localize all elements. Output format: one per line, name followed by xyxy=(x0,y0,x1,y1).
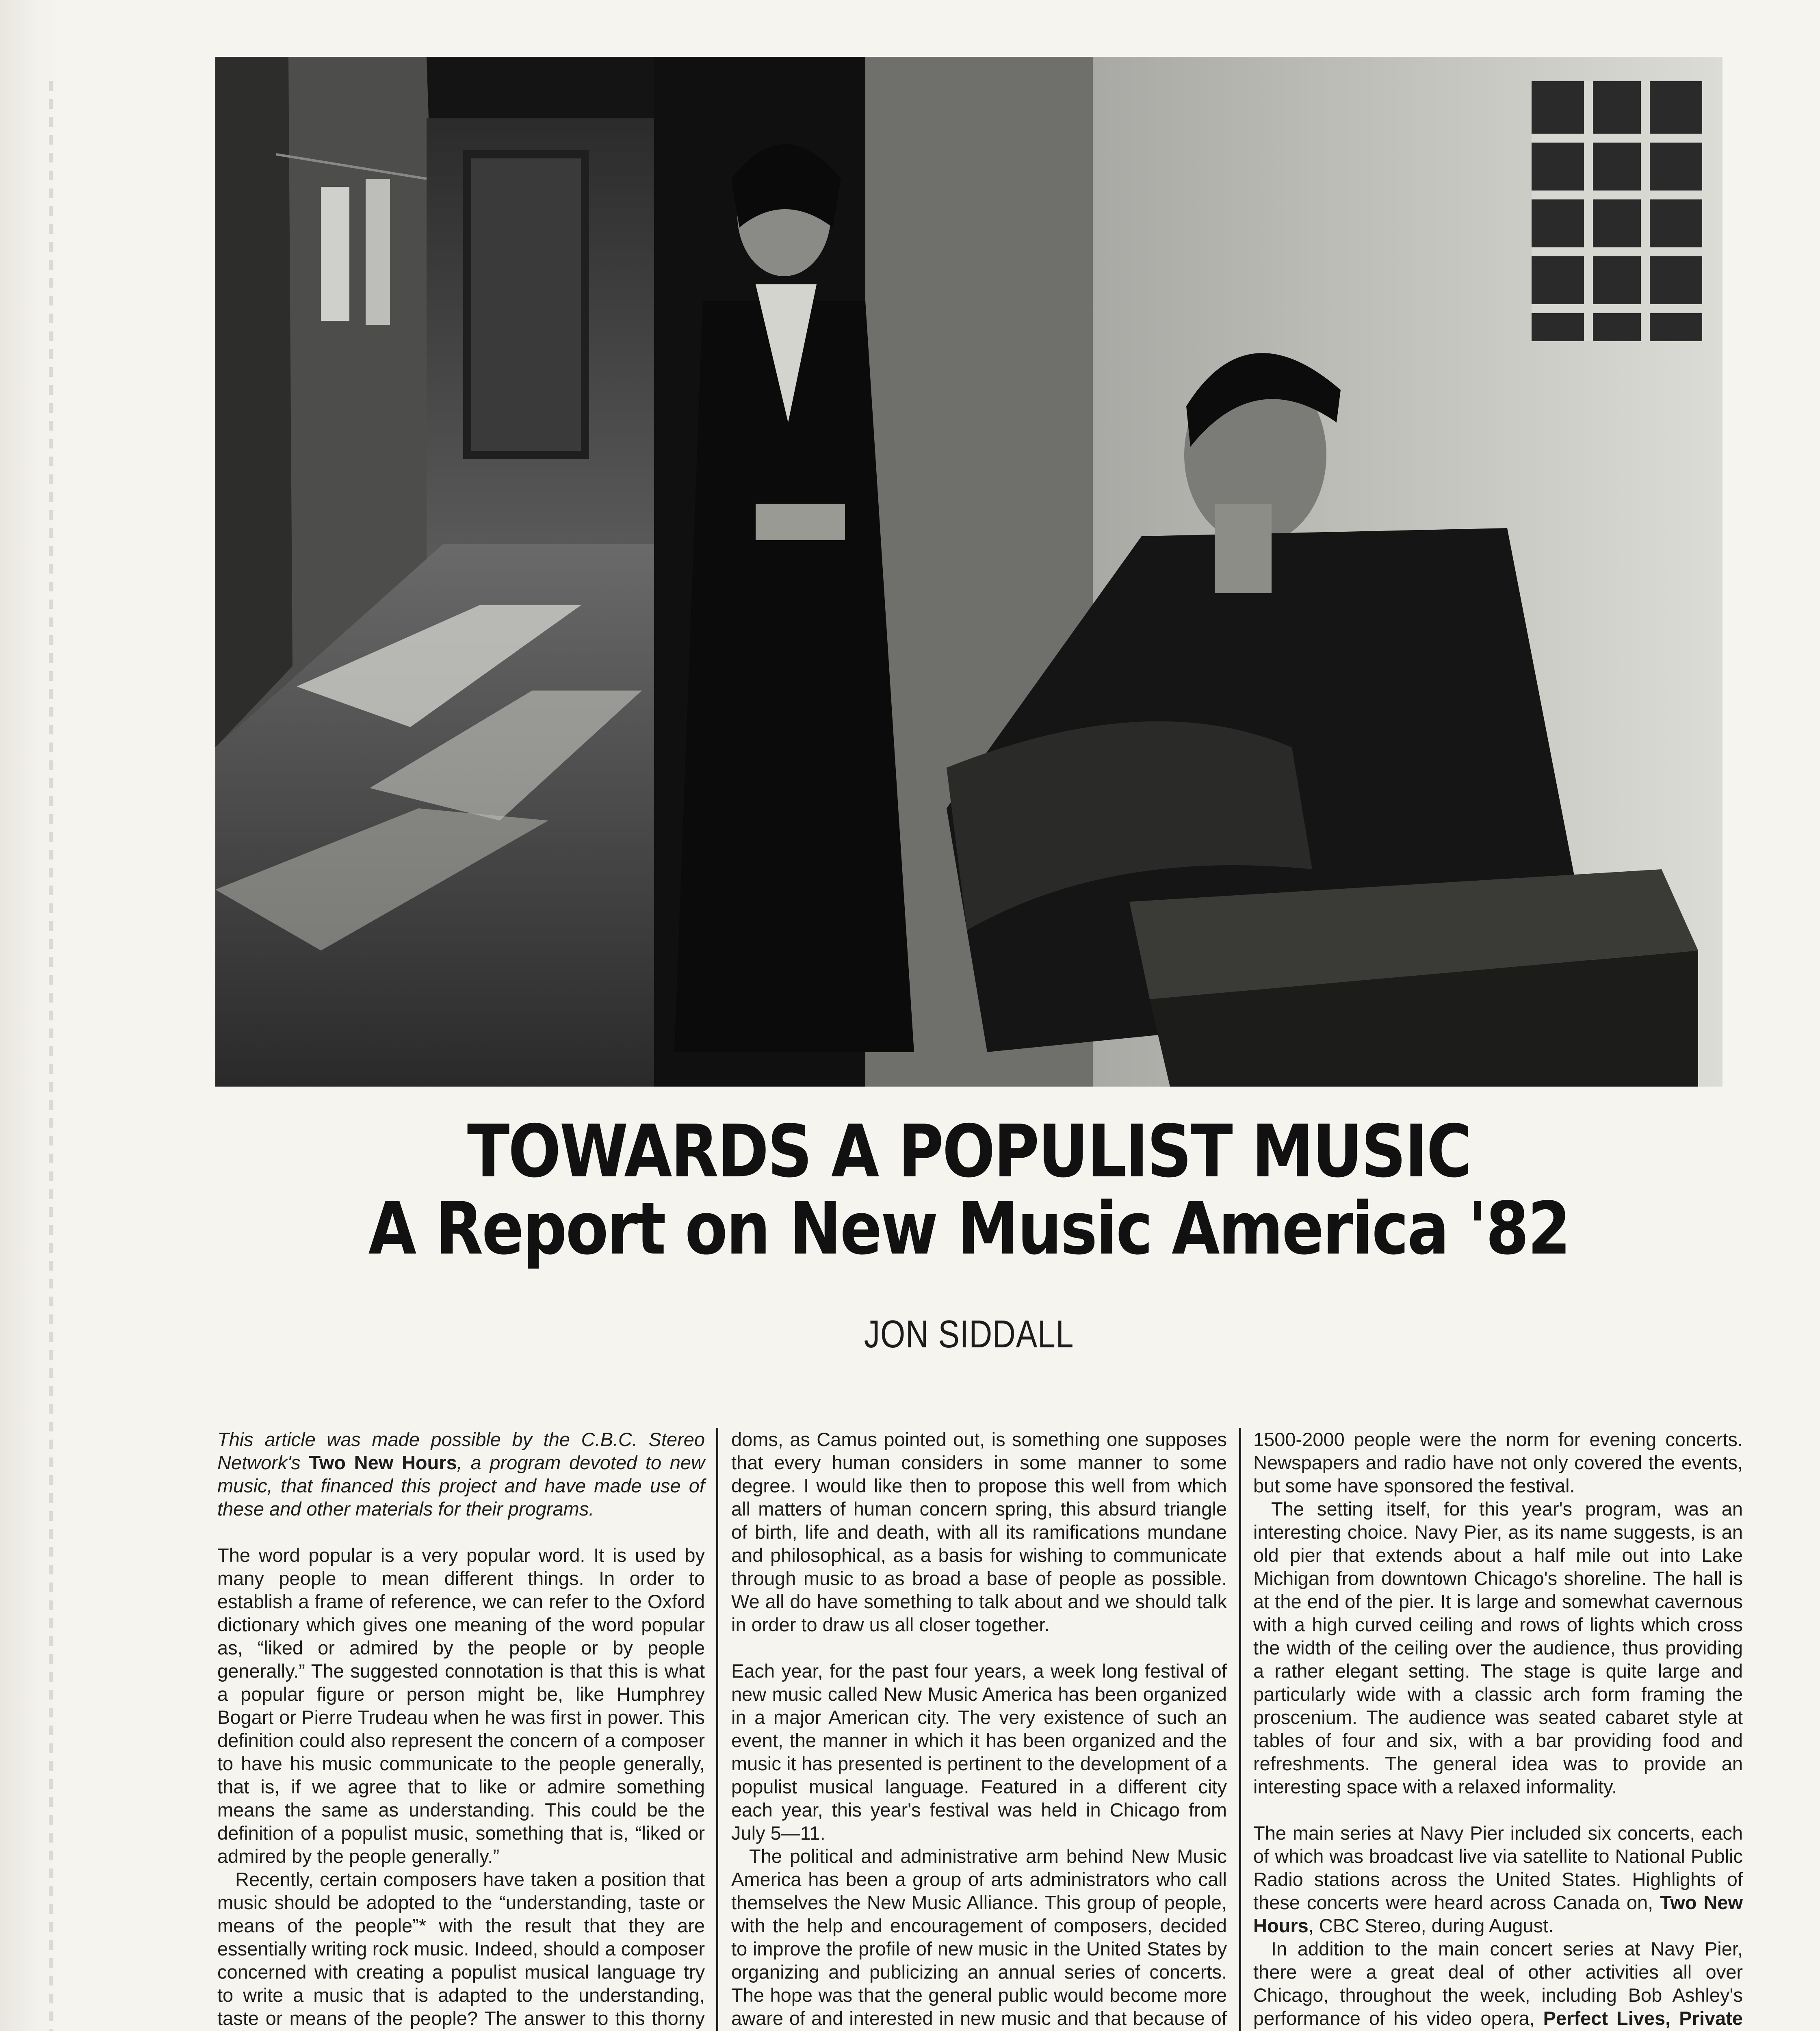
work-title: Perfect Lives, Private xyxy=(1543,2007,1743,2029)
paragraph: Recently, certain composers have taken a position that music should be adopted to the “understanding, taste or means of the people”* with the result that they are essentially writing rock music. Indeed, should a composer concerned with creating a populist musical language try to write a music that is adapted to the understanding, taste or means of the people? The answer to this thorny xyxy=(217,1869,705,2029)
intro-note xyxy=(217,1428,705,1520)
text-run: The main series at Navy Pier included six concerts, each of which was broadcast live via satellite to National Public Radio stations across the United States. Highlights of these concerts were heard across Canada on, xyxy=(1253,1822,1743,1913)
program-name: Two New Hours xyxy=(1253,1892,1743,1936)
article-title: TOWARDS A POPULIST MUSIC xyxy=(467,1109,1471,1193)
intro-text: This article was made possible by the C.B.C. Stereo Network's xyxy=(217,1429,705,1473)
text-run: , CBC Stereo, during August. xyxy=(1308,1915,1554,1936)
paragraph: Each year, for the past four years, a week long festival of new music called New Music America has been organized in a major American city. The very existence of such an event, the manner in which it has been organized and the music it has presented is pertinent to the development of a populist musical language. Featured in a different city each year, this year's festival was held in Chicago from July 5—11. xyxy=(731,1660,1227,1844)
article-subtitle: A Report on New Music America '82 xyxy=(368,1187,1570,1271)
paragraph xyxy=(1253,1937,1743,2031)
paragraph: 1500-2000 people were the norm for evening concerts. Newspapers and radio have not only covered the events, but some have sponsored the festival. xyxy=(1253,1429,1743,1496)
photo-illustration xyxy=(215,57,1722,1087)
paragraph: The word popular is a very popular word. It is used by many people to mean different things. In order to establish a frame of reference, we can refer to the Oxford dictionary which gives one meaning of the word popular as, “liked or admired by the people or by people generally.” The suggested connotation is that this is what a popular figure or person might be, like Humphrey Bogart or Pierre Trudeau when he was first in power. This definition could also represent the concern of a composer to have his music communicate to the people generally, that is, if we agree that to like or admire something means the same as understanding. This could be the definition of a populist music, something that is, “liked or admired by the people generally.” xyxy=(217,1544,705,1867)
column-2 xyxy=(731,1428,1227,2031)
intro-text-end: , a program devoted to new music, that financed this project and have made use of these and other materials for their programs. xyxy=(217,1452,705,1520)
paragraph: doms, as Camus pointed out, is something one supposes that every human considers in some manner to some degree. I would like then to propose this well from which all matters of human concern spring, this absurd triangle of birth, life and death, with all its ramifications mundane and philosophical, as a basis for wishing to communicate through music to as broad a base of people as possible. We all do have something to talk about and we should talk in order to draw us all closer together. xyxy=(731,1429,1227,1635)
author-byline: JON SIDDALL xyxy=(864,1312,1074,1356)
paragraph: The political and administrative arm behind New Music America has been a group of arts administrators who call themselves the New Music Alliance. This group of people, with the help and encouragement of composers, decided to improve the profile of new music in the United States by organizing and publicizing an annual series of concerts. The hope was that the general public would become more aware of and interested in new music and that because of xyxy=(731,1845,1227,2029)
page-binding-edge xyxy=(0,0,61,2031)
column-1 xyxy=(217,1428,705,2031)
binding-stitches xyxy=(49,81,53,2031)
paragraph: The setting itself, for this year's program, was an interesting choice. Navy Pier, as its name suggests, is an old pier that extends about a half mile out into Lake Michigan from downtown Chicago's shoreline. The hall is at the end of the pier. It is large and somewhat cavernous with a high curved ceiling and rows of lights which cross the width of the ceiling over the audience, thus providing a rather elegant setting. The stage is quite large and particularly wide with a classic arch form framing the proscenium. The audience was seated cabaret style at tables of four and six, with a bar providing food and refreshments. The general idea was to provide an interesting space with a relaxed informality. xyxy=(1253,1498,1743,1797)
paragraph xyxy=(1253,1821,1743,1937)
text-run: In addition to the main concert series at Navy Pier, there were a great deal of other activities all over Chicago, throughout the week, including Bob Ashley's performance of his video opera, xyxy=(1253,1938,1743,2029)
intro-program-name: Two New Hours xyxy=(309,1452,457,1473)
film-still-photo xyxy=(215,57,1722,1087)
column-3 xyxy=(1253,1428,1743,2031)
column-divider xyxy=(716,1428,718,2031)
column-divider xyxy=(1239,1428,1241,2031)
article-title-block xyxy=(215,1109,1722,1357)
